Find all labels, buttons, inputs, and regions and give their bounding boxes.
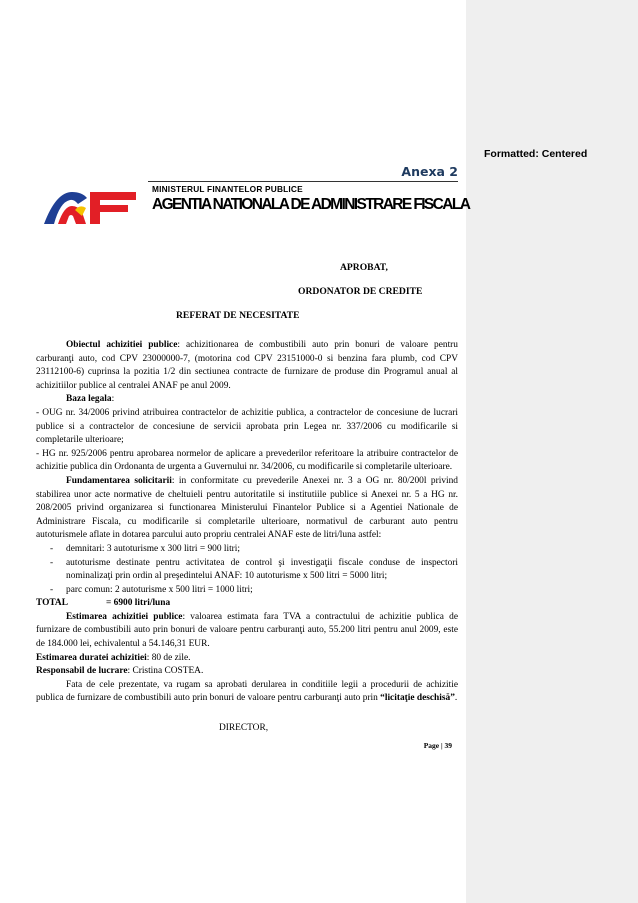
list-item-text: demnitari: 3 autoturisme x 300 litri = 900 litri; <box>66 543 241 554</box>
list-dash: - <box>50 584 54 595</box>
header-rule <box>148 181 458 182</box>
total-line <box>36 597 458 611</box>
legal-basis-colon: : <box>111 394 115 405</box>
total-label: TOTAL <box>36 598 68 609</box>
list-dash: - <box>50 557 54 568</box>
justification-text: : in conformitate cu prevederile Anexei nr. 3 a OG nr. 80/200l privind stabilirea unor acte normative de cheltuieli pentru autoritatile si institutiile publice si Anexei nr. 5 a HG nr. 208/2005 privind organizarea si functionarea Ministerului Finantelor Publice si a Agentiei Nationale de Administrare Fiscala, cu modificarile si completarile ulterioare, normativul de carburant auto pentru autoturismele aflate in dotarea parcului auto propriu centralei ANAF este de litri/luna astfel: <box>36 475 458 541</box>
comment-margin-pane <box>466 0 638 903</box>
legal-basis-item: - HG nr. 925/2006 pentru aprobarea normelor de aplicare a prevederilor referitoare la atribuire contractelor de achizitie publica din Ordonanta de urgenta a Guvernului nr. 34/2006, cu modificarile si completarile ulterioare. <box>36 448 458 473</box>
total-value: = 6900 litri/luna <box>105 598 171 609</box>
list-item <box>50 543 458 557</box>
approved-label: APROBAT, <box>340 262 388 273</box>
responsible-line <box>36 665 458 679</box>
justification-label: Fundamentarea solicitarii <box>66 475 172 486</box>
document-title: REFERAT DE NECESITATE <box>176 310 300 321</box>
anaf-logo <box>42 186 138 226</box>
final-paragraph <box>36 679 458 706</box>
list-item <box>50 584 458 598</box>
legal-basis-item: - OUG nr. 34/2006 privind atribuirea contractelor de achizitie publica, a contractelor de concesiune de lucrari publice si a contractelor de concesiune de servicii aprobata prin Legea nr. 337/2006 cu modificarile si completarile ulterioare; <box>36 407 458 446</box>
page-number: Page | 39 <box>423 741 452 750</box>
estimate-paragraph <box>36 611 458 652</box>
list-item-text: autoturisme destinate pentru activitatea de control şi investigaţii fiscale conduse de inspectori nominalizaţi prin ordin al preşedintelui ANAF: 10 autoturisme x 500 litri = 5000 litri; <box>66 557 458 582</box>
duration-line <box>36 652 458 666</box>
justification-paragraph <box>36 475 458 543</box>
document-body <box>36 339 458 706</box>
final-period: . <box>454 693 458 704</box>
ministry-name: MINISTERUL FINANTELOR PUBLICE <box>152 184 303 194</box>
responsible-label: Responsabil de lucrare <box>36 666 128 677</box>
list-dash: - <box>50 543 54 554</box>
document-page <box>36 0 470 903</box>
legal-basis-label: Baza legala <box>66 394 112 405</box>
estimate-label: Estimarea achizitiei publice <box>66 611 183 622</box>
procedure-type: “licitaţie deschisă” <box>380 693 455 704</box>
director-signature-label: DIRECTOR, <box>219 723 269 733</box>
final-text: Fata de cele prezentate, va rugam sa aprobati derularea in conditiile legii a procedurii de achizitie publica de furnizare de combustibili auto prin bonuri de valoare pentru carburanţi auto prin <box>36 679 458 704</box>
legal-basis-heading <box>36 393 458 407</box>
list-item <box>50 557 458 584</box>
duration-label: Estimarea duratei achizitiei <box>36 652 147 663</box>
objective-label: Obiectul achizitiei publice <box>66 340 178 350</box>
formatting-comment[interactable]: Formatted: Centered <box>484 148 588 160</box>
responsible-text: : Cristina COSTEA. <box>127 666 204 677</box>
objective-text: : achizitionarea de combustibili auto prin bonuri de valoare pentru carburanţi auto, cod CPV 23000000-7, (motorina cod CPV 23151000-0 si benzina fara plumb, cod CPV 23112100-6) cuprinsa la pozitia 1/2 din sectiunea contracte de furnizare de produse din Programul anual al achizitiilor publice al centralei ANAF pe anul 2009. <box>36 340 458 391</box>
credit-officer-label: ORDONATOR DE CREDITE <box>298 286 423 297</box>
annex-label: Anexa 2 <box>401 164 458 179</box>
list-item-text: parc comun: 2 autoturisme x 500 litri = 1000 litri; <box>66 584 253 595</box>
objective-paragraph <box>36 339 458 393</box>
estimate-text: : valoarea estimata fara TVA a contractului de achizitie publica de furnizare de combustibili auto prin bonuri de valoare pentru carburanţi auto, 55.200 litri pentru anul 2009, este de 184.000 lei, echivalentul a 54.146,31 EUR. <box>36 611 458 650</box>
agency-name: AGENTIA NATIONALA DE ADMINISTRARE FISCALA <box>152 196 470 213</box>
duration-text: : 80 de zile. <box>146 652 191 663</box>
